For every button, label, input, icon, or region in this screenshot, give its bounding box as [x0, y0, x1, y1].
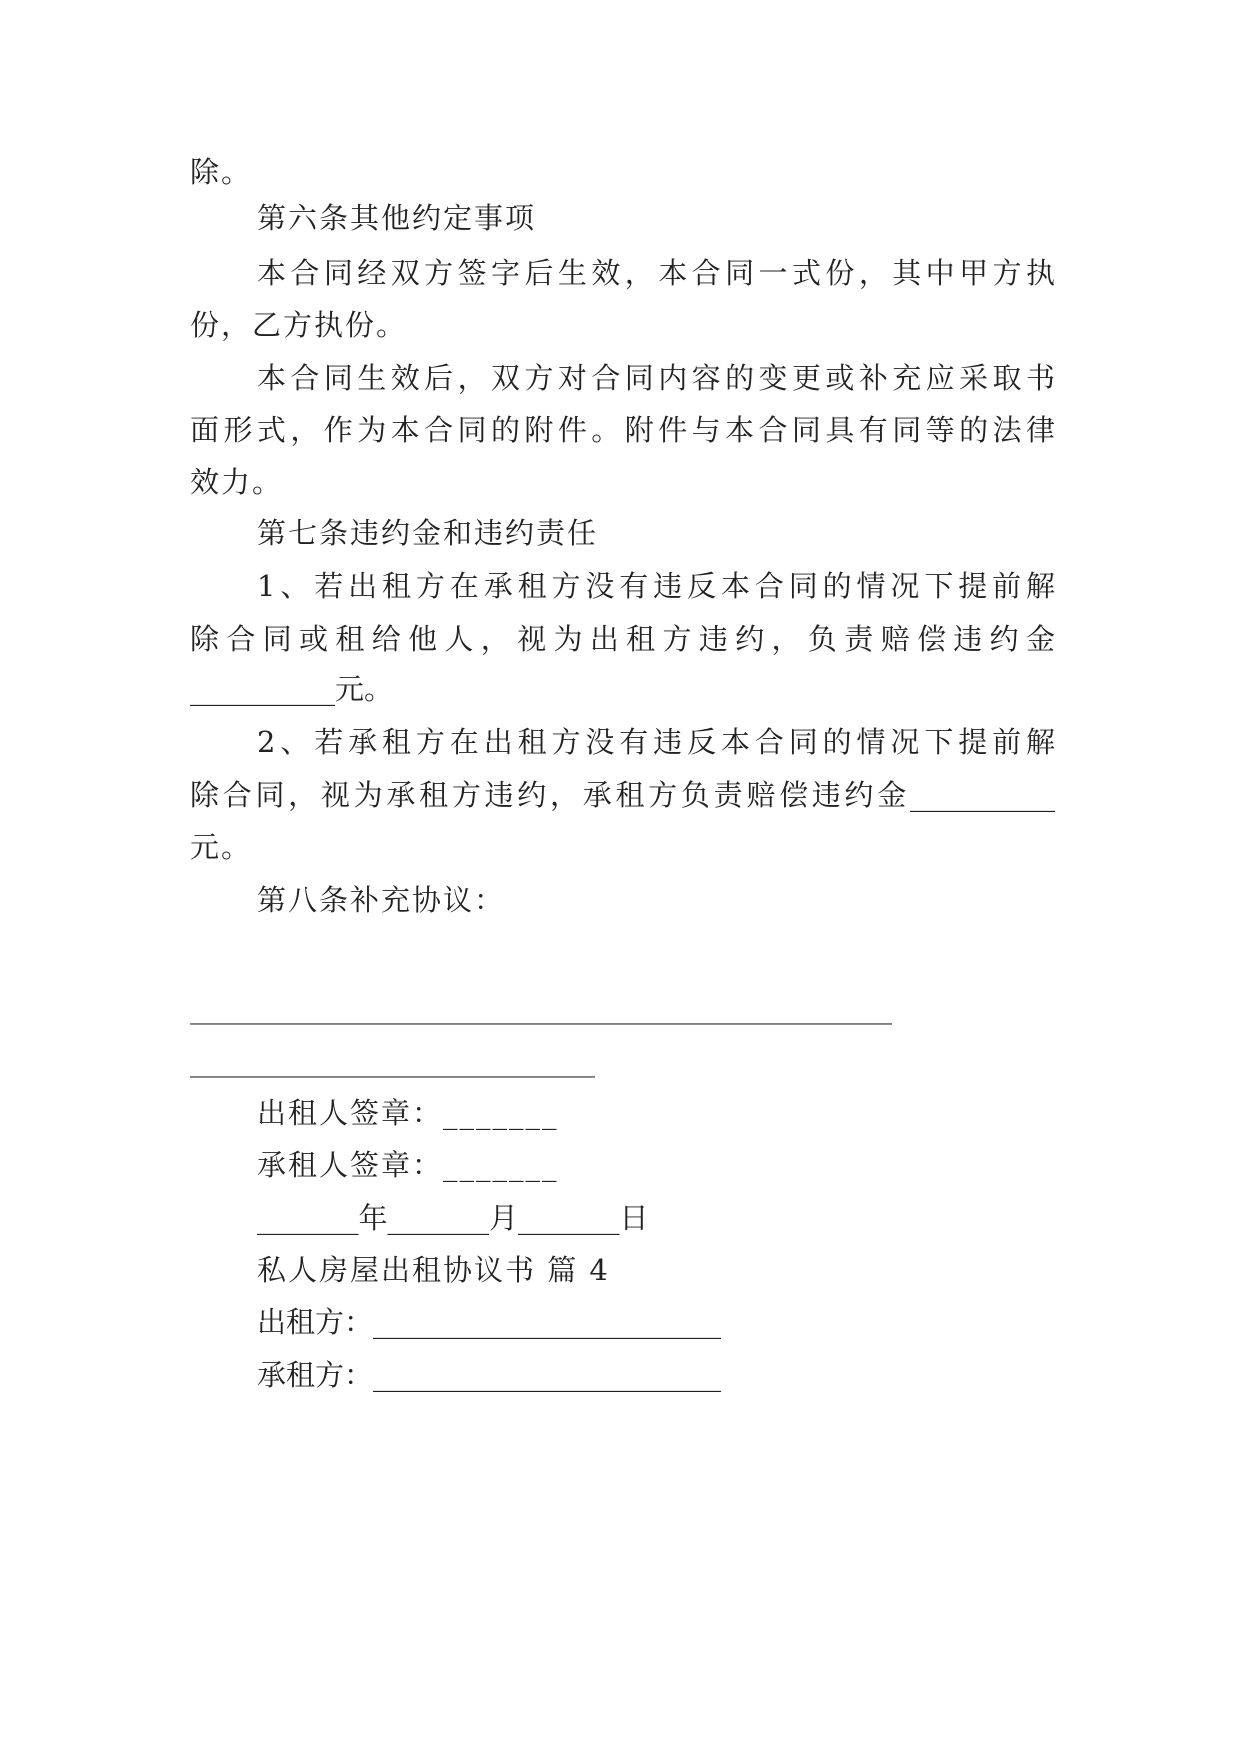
article-7-clause-1-line-1: 1、若出租方在承租方没有违反本合同的情况下提前解 [257, 569, 1055, 603]
article-7-heading: 第七条违约金和违约责任 [257, 516, 599, 550]
lessor-signature-line: 出租人签章：_______ [257, 1096, 559, 1130]
date-line: _______年_______月_______日 [257, 1201, 649, 1235]
lessor-field: 出租方：________________________ [257, 1305, 722, 1339]
text-line-continuation: 除。 [190, 155, 253, 189]
article-7-clause-2-line-1: 2、若承租方在出租方没有违反本合同的情况下提前解 [257, 725, 1055, 759]
article-7-clause-2-line-3: 元。 [190, 830, 253, 864]
article-6-paragraph-1-line-2: 份，乙方执份。 [190, 308, 408, 342]
article-7-clause-1-line-2: 除合同或租给他人，视为出租方违约，负责赔偿违约金 [190, 622, 1055, 656]
article-8-heading: 第八条补充协议： [257, 883, 506, 917]
article-7-clause-2-line-2: 除合同，视为承租方违约，承租方负责赔偿违约金__________ [190, 778, 1055, 812]
article-7-clause-1-line-3: __________元。 [190, 672, 394, 706]
supplementary-agreement-blank-line-1: ____________________________________________________ [190, 994, 892, 1025]
article-6-heading: 第六条其他约定事项 [257, 201, 537, 235]
article-6-paragraph-2-line-1: 本合同生效后，双方对合同内容的变更或补充应采取书 [257, 361, 1055, 395]
article-6-paragraph-1-line-1: 本合同经双方签字后生效，本合同一式份，其中甲方执 [257, 256, 1055, 290]
lessee-field: 承租方：________________________ [257, 1358, 722, 1392]
supplementary-agreement-blank-line-2: ______________________________ [190, 1047, 595, 1078]
section-title-4: 私人房屋出租协议书 篇 4 [257, 1253, 610, 1287]
lessee-signature-line: 承租人签章：_______ [257, 1148, 559, 1182]
article-6-paragraph-2-line-3: 效力。 [190, 465, 284, 499]
article-6-paragraph-2-line-2: 面形式，作为本合同的附件。附件与本合同具有同等的法律 [190, 413, 1055, 447]
